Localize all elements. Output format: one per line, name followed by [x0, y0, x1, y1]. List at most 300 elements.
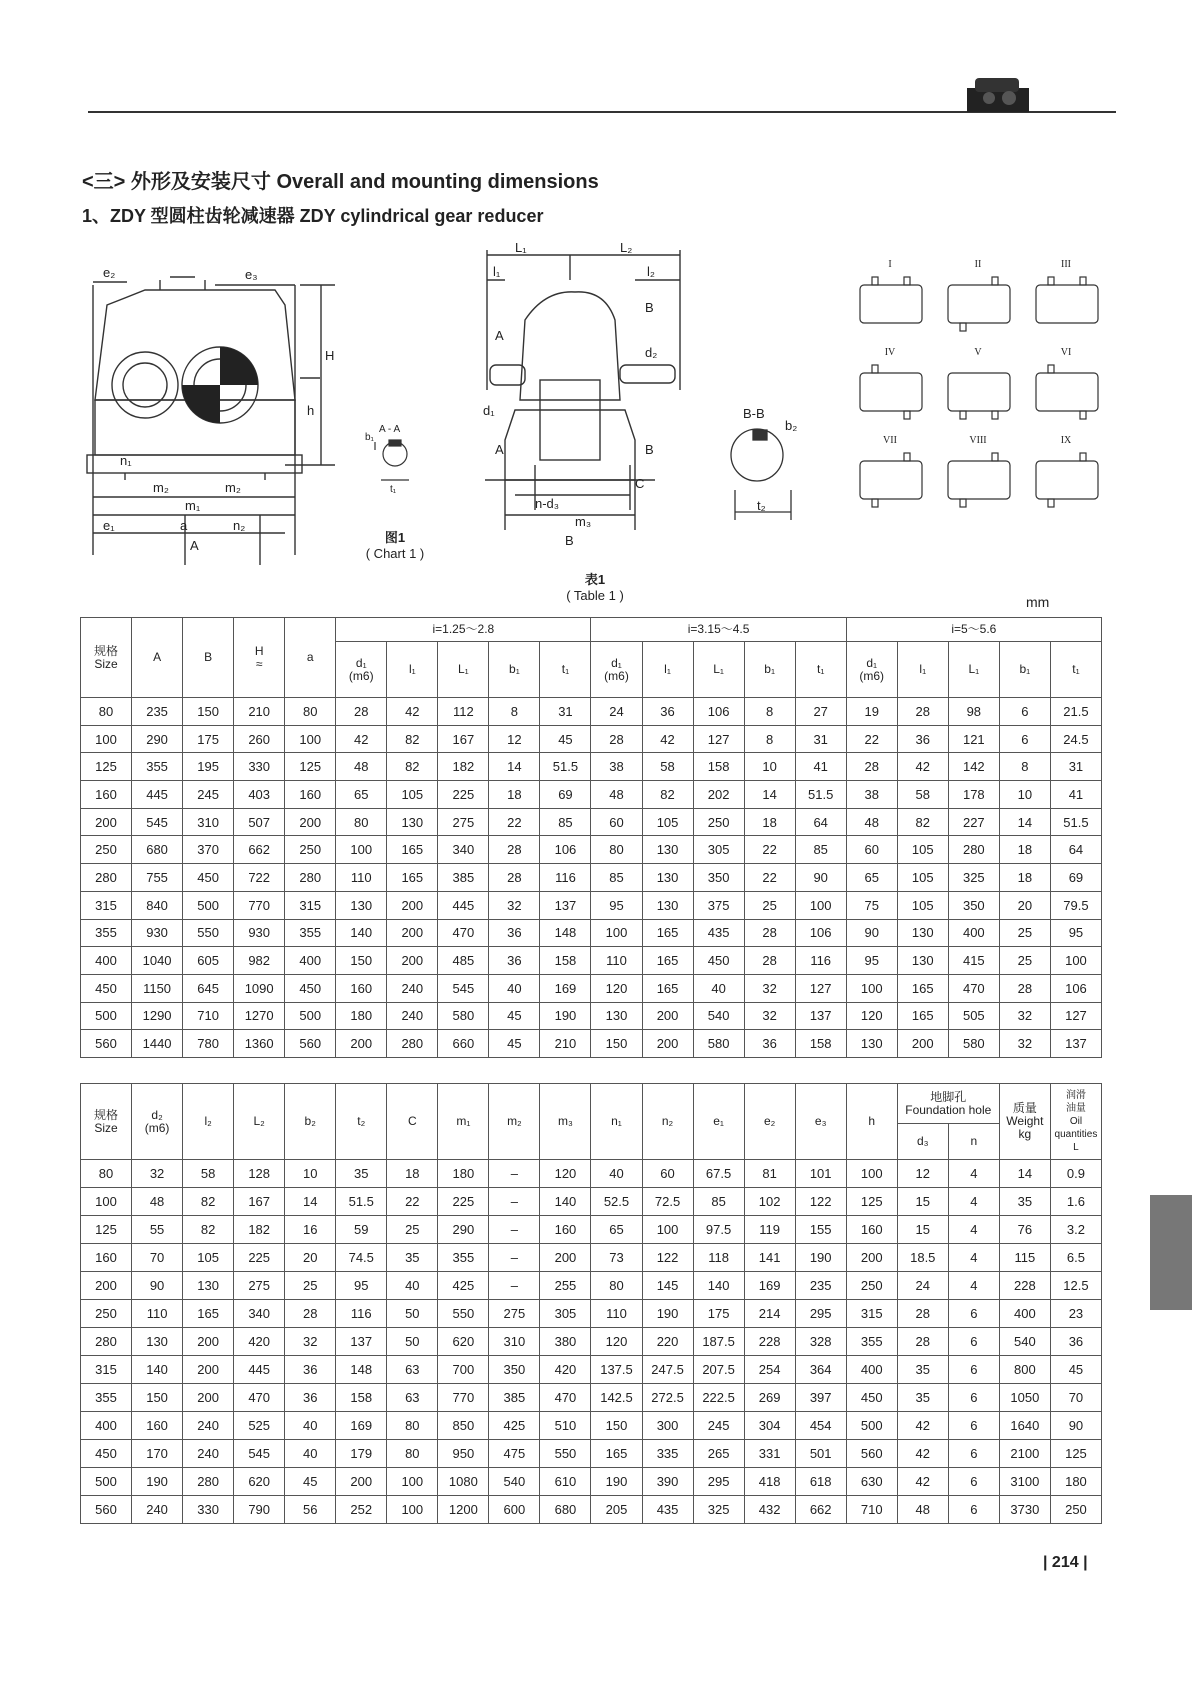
table-cell: 355: [81, 919, 132, 947]
label-L1: L₁: [515, 240, 527, 255]
table-cell: 222.5: [693, 1384, 744, 1412]
table-cell: 90: [846, 919, 897, 947]
col-header: L₂: [234, 1084, 285, 1160]
table-cell: 1290: [132, 1002, 183, 1030]
table-cell: 280: [81, 864, 132, 892]
label-L2: L₂: [620, 240, 633, 255]
table-cell: 85: [591, 864, 642, 892]
table-cell: 525: [234, 1412, 285, 1440]
table-cell: 6: [948, 1496, 999, 1524]
table-cell: 310: [183, 808, 234, 836]
table-cell: 70: [132, 1244, 183, 1272]
table-cell: 400: [285, 947, 336, 975]
table-cell: 182: [234, 1216, 285, 1244]
table-cell: 65: [846, 864, 897, 892]
table-cell: 28: [897, 1328, 948, 1356]
table-cell: 25: [999, 919, 1050, 947]
table-cell: 122: [642, 1244, 693, 1272]
table-cell: 25: [744, 891, 795, 919]
table-cell: 269: [744, 1384, 795, 1412]
table-cell: 158: [336, 1384, 387, 1412]
table-cell: 165: [897, 1002, 948, 1030]
section-title: <三> 外形及安装尺寸 Overall and mounting dimensions: [82, 171, 599, 193]
table1-caption-en: ( Table 1 ): [566, 588, 624, 603]
table-cell: 755: [132, 864, 183, 892]
table-row: [81, 1188, 1102, 1216]
table-cell: 48: [336, 753, 387, 781]
table-cell: 22: [744, 864, 795, 892]
table-cell: 445: [234, 1356, 285, 1384]
table-cell: 470: [438, 919, 489, 947]
sub-header: d₁ (m6): [336, 642, 387, 698]
table-cell: 165: [642, 919, 693, 947]
table-cell: 280: [285, 864, 336, 892]
table-cell: 28: [846, 753, 897, 781]
table-cell: 60: [591, 808, 642, 836]
figure-caption: [345, 530, 445, 562]
table-cell: 31: [1050, 753, 1101, 781]
table-cell: –: [489, 1188, 540, 1216]
table-cell: 160: [846, 1216, 897, 1244]
table-cell: 580: [693, 1030, 744, 1058]
table-cell: 400: [846, 1356, 897, 1384]
table-cell: 72.5: [642, 1188, 693, 1216]
sub-header: l₁: [387, 642, 438, 698]
sub-header: b₁: [999, 642, 1050, 698]
table-cell: 60: [846, 836, 897, 864]
shaft-mark: [992, 453, 998, 461]
table-cell: 28: [744, 919, 795, 947]
table-cell: 106: [795, 919, 846, 947]
table-cell: 100: [591, 919, 642, 947]
table-cell: 36: [285, 1384, 336, 1412]
table-cell: 36: [489, 947, 540, 975]
table-cell: 331: [744, 1440, 795, 1468]
table-cell: 90: [132, 1272, 183, 1300]
table-cell: 175: [183, 725, 234, 753]
table-cell: 210: [234, 698, 285, 726]
table-cell: 80: [591, 1272, 642, 1300]
table-cell: 42: [897, 1468, 948, 1496]
table-cell: 6: [999, 725, 1050, 753]
table-cell: 40: [591, 1160, 642, 1188]
table-cell: 200: [81, 1272, 132, 1300]
table-cell: 710: [846, 1496, 897, 1524]
table-row: [81, 864, 1102, 892]
table-cell: 12: [489, 725, 540, 753]
shaft-mark: [1080, 411, 1086, 419]
table-cell: 110: [591, 1300, 642, 1328]
table-cell: 180: [438, 1160, 489, 1188]
dimensions-table-1: [80, 617, 1102, 1058]
table-cell: 930: [234, 919, 285, 947]
table-cell: 28: [897, 698, 948, 726]
table-cell: 137: [1050, 1030, 1101, 1058]
label-m3: m₃: [575, 514, 592, 529]
table-cell: 81: [744, 1160, 795, 1188]
table-cell: 120: [591, 974, 642, 1002]
table-cell: 24: [897, 1272, 948, 1300]
label-e1: e₁: [103, 518, 115, 533]
table-cell: 190: [132, 1468, 183, 1496]
table-cell: 1050: [999, 1384, 1050, 1412]
label-b1: b₁: [365, 432, 374, 443]
table-cell: 25: [285, 1272, 336, 1300]
table-cell: 380: [540, 1328, 591, 1356]
table-cell: 130: [846, 1030, 897, 1058]
table-cell: 130: [897, 947, 948, 975]
table-cell: 169: [540, 974, 591, 1002]
table-cell: 1640: [999, 1412, 1050, 1440]
table-cell: 32: [999, 1002, 1050, 1030]
table-cell: 680: [132, 836, 183, 864]
col-header: n₂: [642, 1084, 693, 1160]
group-header: i=3.15～4.5: [591, 618, 846, 642]
table-cell: 73: [591, 1244, 642, 1272]
table-cell: 28: [489, 836, 540, 864]
table-cell: 227: [948, 808, 999, 836]
table-cell: 158: [540, 947, 591, 975]
col-header: e₂: [744, 1084, 795, 1160]
table-cell: 300: [642, 1412, 693, 1440]
table-cell: 450: [693, 947, 744, 975]
table-cell: 155: [795, 1216, 846, 1244]
table-cell: 600: [489, 1496, 540, 1524]
table-cell: 130: [387, 808, 438, 836]
table-cell: 6: [948, 1300, 999, 1328]
table-cell: 165: [642, 947, 693, 975]
table-cell: 150: [336, 947, 387, 975]
table-cell: 125: [81, 753, 132, 781]
table-cell: 254: [744, 1356, 795, 1384]
label-B-bottom: B: [565, 533, 574, 548]
table-cell: 130: [132, 1328, 183, 1356]
table-cell: 179: [336, 1440, 387, 1468]
table-cell: 175: [693, 1300, 744, 1328]
table-cell: 560: [285, 1030, 336, 1058]
shaft-mark: [960, 323, 966, 331]
table-cell: 200: [285, 808, 336, 836]
section-bb-drawing: [725, 400, 805, 530]
table-cell: 28: [285, 1300, 336, 1328]
col-header: l₂: [183, 1084, 234, 1160]
table-cell: 200: [336, 1468, 387, 1496]
table-cell: 35: [336, 1160, 387, 1188]
page-number-value: 214: [1051, 1554, 1079, 1571]
table-cell: 110: [591, 947, 642, 975]
table-cell: 560: [846, 1440, 897, 1468]
table-cell: 6: [948, 1440, 999, 1468]
table-cell: 200: [540, 1244, 591, 1272]
table-cell: 4: [948, 1188, 999, 1216]
table-cell: 98: [948, 698, 999, 726]
table-cell: 1090: [234, 974, 285, 1002]
table-row: [81, 1244, 1102, 1272]
table-cell: 21.5: [1050, 698, 1101, 726]
table-row: [81, 1216, 1102, 1244]
table-cell: 1040: [132, 947, 183, 975]
table-cell: 335: [642, 1440, 693, 1468]
table-cell: 1150: [132, 974, 183, 1002]
table-cell: 275: [234, 1272, 285, 1300]
table-cell: 8: [489, 698, 540, 726]
table-cell: 400: [948, 919, 999, 947]
label-B-arrow: B: [645, 300, 654, 315]
table-cell: 355: [438, 1244, 489, 1272]
assembly-box: [1036, 461, 1098, 499]
table-cell: 245: [693, 1412, 744, 1440]
table-cell: 15: [897, 1216, 948, 1244]
table-cell: 1440: [132, 1030, 183, 1058]
table-cell: 19: [846, 698, 897, 726]
table-cell: 450: [183, 864, 234, 892]
table-row: [81, 1328, 1102, 1356]
table-cell: 127: [1050, 1002, 1101, 1030]
side-tab: [1150, 1195, 1192, 1310]
table-cell: 4: [948, 1244, 999, 1272]
shaft-mark: [1048, 499, 1054, 507]
assembly-label: III: [1061, 259, 1071, 270]
table-cell: 6: [948, 1356, 999, 1384]
table-cell: 24.5: [1050, 725, 1101, 753]
table-cell: 6: [948, 1412, 999, 1440]
table-cell: 63: [387, 1356, 438, 1384]
table-cell: 1270: [234, 1002, 285, 1030]
table-cell: 32: [489, 891, 540, 919]
table-cell: 252: [336, 1496, 387, 1524]
table-cell: 507: [234, 808, 285, 836]
table-cell: 445: [438, 891, 489, 919]
table-cell: 82: [387, 725, 438, 753]
table-cell: 65: [336, 781, 387, 809]
table-cell: 165: [387, 836, 438, 864]
table-cell: 40: [387, 1272, 438, 1300]
label-a: a: [180, 518, 188, 533]
table-cell: 167: [234, 1188, 285, 1216]
table-cell: 545: [438, 974, 489, 1002]
table-cell: 10: [285, 1160, 336, 1188]
table-cell: 6: [948, 1384, 999, 1412]
table-cell: 28: [744, 947, 795, 975]
table-cell: 95: [1050, 919, 1101, 947]
table-cell: 85: [795, 836, 846, 864]
sub-header: l₁: [642, 642, 693, 698]
table-cell: 182: [438, 753, 489, 781]
table-cell: 240: [387, 974, 438, 1002]
table-cell: 60: [642, 1160, 693, 1188]
table-cell: 42: [336, 725, 387, 753]
table-cell: 403: [234, 781, 285, 809]
label-m2-right: m₂: [225, 480, 241, 495]
col-header: A: [132, 618, 183, 698]
table-cell: 18: [999, 836, 1050, 864]
table-cell: 18: [489, 781, 540, 809]
table-cell: 580: [948, 1030, 999, 1058]
table-cell: 450: [81, 1440, 132, 1468]
table-cell: 128: [234, 1160, 285, 1188]
table-cell: 560: [81, 1496, 132, 1524]
table-cell: 265: [693, 1440, 744, 1468]
table-cell: 82: [183, 1188, 234, 1216]
table-cell: –: [489, 1160, 540, 1188]
col-header: n₁: [591, 1084, 642, 1160]
table-cell: 180: [1050, 1468, 1101, 1496]
table-cell: 178: [948, 781, 999, 809]
table-cell: 560: [81, 1030, 132, 1058]
table-cell: 260: [234, 725, 285, 753]
table-cell: 200: [387, 919, 438, 947]
label-n2: n₂: [233, 518, 246, 533]
table-cell: 45: [489, 1030, 540, 1058]
table-cell: 20: [285, 1244, 336, 1272]
table-cell: 240: [132, 1496, 183, 1524]
table-cell: 390: [642, 1468, 693, 1496]
table-cell: 40: [693, 974, 744, 1002]
table-cell: 51.5: [540, 753, 591, 781]
table-cell: 475: [489, 1440, 540, 1468]
table-cell: 500: [285, 1002, 336, 1030]
table-cell: 116: [540, 864, 591, 892]
table-cell: 42: [897, 1440, 948, 1468]
table-cell: 315: [285, 891, 336, 919]
table-cell: 950: [438, 1440, 489, 1468]
table-cell: 105: [897, 864, 948, 892]
table-cell: 74.5: [336, 1244, 387, 1272]
table-cell: 150: [591, 1030, 642, 1058]
table-cell: 120: [591, 1328, 642, 1356]
table-cell: 710: [183, 1002, 234, 1030]
table-cell: 115: [999, 1244, 1050, 1272]
table-cell: 235: [795, 1272, 846, 1300]
table-cell: 550: [438, 1300, 489, 1328]
table-cell: 550: [540, 1440, 591, 1468]
assembly-box: [1036, 285, 1098, 323]
table-cell: 225: [438, 1188, 489, 1216]
table-cell: 36: [489, 919, 540, 947]
table-cell: 116: [795, 947, 846, 975]
table-cell: 31: [795, 725, 846, 753]
table-cell: 780: [183, 1030, 234, 1058]
table-cell: 200: [846, 1244, 897, 1272]
table-cell: 125: [846, 1188, 897, 1216]
table-row: [81, 698, 1102, 726]
table-row: [81, 947, 1102, 975]
table-cell: 28: [336, 698, 387, 726]
table-cell: 80: [81, 1160, 132, 1188]
label-t1: t₁: [390, 484, 397, 495]
table-row: [81, 1412, 1102, 1440]
table-cell: 59: [336, 1216, 387, 1244]
table-cell: 3.2: [1050, 1216, 1101, 1244]
table-cell: 28: [591, 725, 642, 753]
table-cell: 110: [336, 864, 387, 892]
table-cell: 42: [897, 1412, 948, 1440]
table-cell: 36: [1050, 1328, 1101, 1356]
table-row: [81, 836, 1102, 864]
table-cell: 240: [183, 1412, 234, 1440]
table-cell: 4: [948, 1272, 999, 1300]
assembly-types-drawing: [855, 255, 1105, 530]
table-cell: 18: [999, 864, 1050, 892]
table-row: [81, 1384, 1102, 1412]
shaft-mark: [960, 499, 966, 507]
table-cell: 76: [999, 1216, 1050, 1244]
col-header: m₂: [489, 1084, 540, 1160]
table-cell: 64: [795, 808, 846, 836]
table-cell: 200: [897, 1030, 948, 1058]
table-cell: 160: [81, 1244, 132, 1272]
table-cell: 330: [183, 1496, 234, 1524]
shaft-mark: [992, 411, 998, 419]
side-view-drawing: [475, 240, 695, 555]
table-cell: 50: [387, 1300, 438, 1328]
table-cell: 56: [285, 1496, 336, 1524]
table-cell: 200: [642, 1030, 693, 1058]
table-cell: 305: [693, 836, 744, 864]
table-cell: 80: [387, 1440, 438, 1468]
assembly-box: [860, 285, 922, 323]
table-cell: 97.5: [693, 1216, 744, 1244]
table-cell: 250: [285, 836, 336, 864]
sub-header: t₁: [540, 642, 591, 698]
label-h: h: [307, 403, 315, 418]
sub-header: n: [948, 1124, 999, 1160]
table-cell: 200: [183, 1356, 234, 1384]
label-B-side: B: [645, 442, 654, 457]
table-cell: 2100: [999, 1440, 1050, 1468]
table-cell: 32: [132, 1160, 183, 1188]
table-cell: 250: [846, 1272, 897, 1300]
table-cell: 350: [489, 1356, 540, 1384]
table-cell: –: [489, 1272, 540, 1300]
table-cell: 127: [795, 974, 846, 1002]
table-cell: 645: [183, 974, 234, 1002]
table-cell: 18: [387, 1160, 438, 1188]
table-cell: 500: [81, 1468, 132, 1496]
table-cell: 165: [591, 1440, 642, 1468]
table-cell: 400: [81, 947, 132, 975]
table-cell: 202: [693, 781, 744, 809]
table1-caption: [540, 572, 650, 604]
table-cell: 14: [285, 1188, 336, 1216]
table-cell: 510: [540, 1412, 591, 1440]
table-cell: 18: [744, 808, 795, 836]
table-cell: 605: [183, 947, 234, 975]
table-cell: 4: [948, 1216, 999, 1244]
table-row: [81, 725, 1102, 753]
table-cell: 610: [540, 1468, 591, 1496]
table-cell: 545: [234, 1440, 285, 1468]
figure-caption-en: ( Chart 1 ): [365, 546, 425, 561]
table-row: [81, 974, 1102, 1002]
table-cell: 485: [438, 947, 489, 975]
table-cell: 100: [81, 725, 132, 753]
table-cell: 85: [693, 1188, 744, 1216]
table-cell: 65: [591, 1216, 642, 1244]
table-cell: 58: [897, 781, 948, 809]
table-cell: 700: [438, 1356, 489, 1384]
table-cell: 630: [846, 1468, 897, 1496]
table-cell: 165: [897, 974, 948, 1002]
shaft-mark: [1048, 365, 1054, 373]
table-cell: 170: [132, 1440, 183, 1468]
assembly-label: II: [974, 259, 982, 270]
sub-header: l₁: [897, 642, 948, 698]
table-cell: 207.5: [693, 1356, 744, 1384]
table-cell: 16: [285, 1216, 336, 1244]
table-cell: 8: [744, 698, 795, 726]
table-cell: 158: [693, 753, 744, 781]
